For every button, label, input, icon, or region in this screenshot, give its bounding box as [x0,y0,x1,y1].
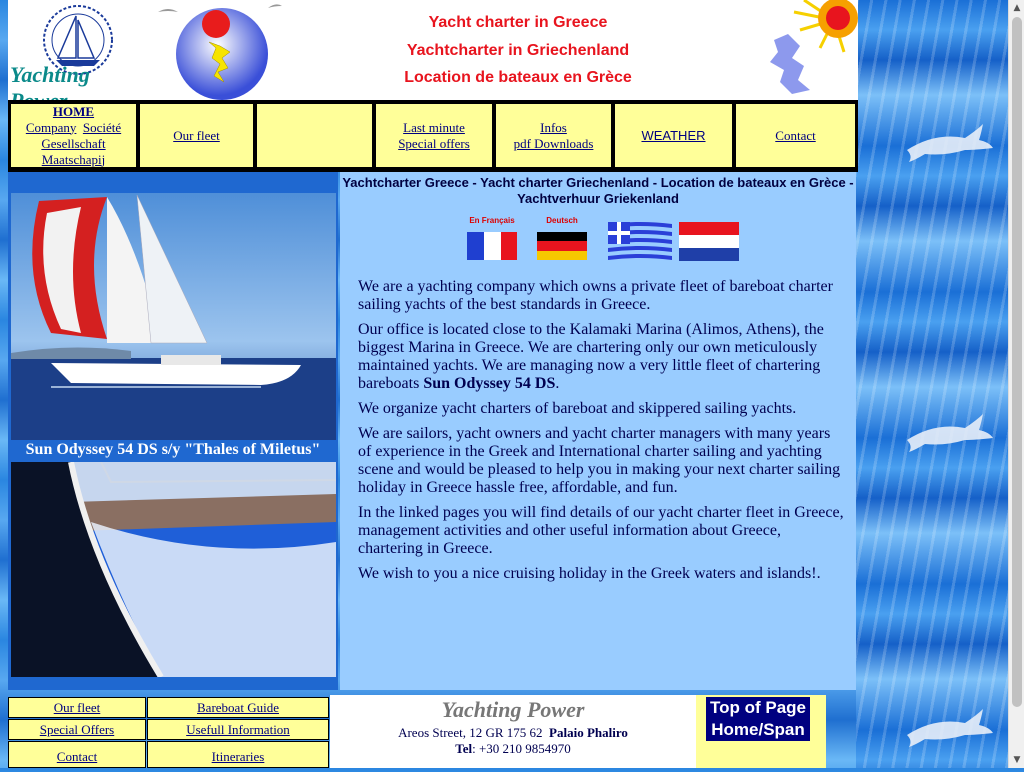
flag-dutch-link[interactable] [679,220,739,267]
footer-tel-value: : +30 210 9854970 [472,741,571,756]
nav-infos-link[interactable]: Infos [540,119,567,135]
sailing-yacht-photo [11,193,336,440]
home-span-button[interactable]: Home/Span [706,719,810,741]
footer-quick-links [696,695,826,768]
footer-contact-info [330,695,696,768]
dolphin-image [905,705,995,750]
nav-last-minute-link[interactable]: Last minute [403,119,465,135]
footer-cell [147,741,329,768]
main-title-line1: Yachtcharter Greece - Yacht charter Griechenland - Location de bateaux en Grèce - [342,175,854,190]
nav-cell-last-minute [375,103,493,168]
vertical-scrollbar[interactable] [1008,0,1024,768]
scroll-down-arrow-icon[interactable]: ▼ [1013,755,1021,765]
nav-cell-infos [495,103,612,168]
sun-map-image [744,0,858,100]
nav-weather-link[interactable]: WEATHER [641,128,706,143]
footer-phone [330,741,696,757]
flag-french-label: En Français [469,216,515,225]
ocean-background [856,0,1008,768]
flag-french-link[interactable] [467,216,517,267]
nav-fleet-link[interactable]: Our fleet [173,127,220,143]
intro-text [358,278,846,590]
main-content [340,172,856,690]
french-flag-icon [467,220,517,262]
nav-cell-weather [614,103,733,168]
title-english: Yacht charter in Greece [428,14,608,31]
footer-usefull-information-link[interactable]: Usefull Information [186,722,290,737]
dolphin-image [905,410,995,455]
intro-paragraph-5: In the linked pages you will find details of our yacht charter fleet in Greece, management activities and other useful information about Greece, chartering in Greece. [358,504,844,557]
greece-globe-image [154,2,284,100]
footer-tel-label: Tel [455,741,473,756]
nav-special-offers-link[interactable]: Special offers [398,135,470,151]
nav-gesellschaft-link[interactable]: Gesellschaft [41,135,106,151]
footer-area: Palaio Phaliro [549,725,628,740]
nav-pdf-downloads-link[interactable]: pdf Downloads [513,135,594,151]
language-flags [340,216,856,266]
footer-bareboat-guide-link[interactable]: Bareboat Guide [197,700,279,715]
footer-cell [147,697,329,718]
yachting-power-logo[interactable] [8,0,148,100]
flag-german-label: Deutsch [546,216,578,225]
intro-paragraph-6: We wish to you a nice cruising holiday in the Greek waters and islands!. [358,565,821,582]
main-navigation [8,100,858,172]
footer-itineraries-link[interactable]: Itineraries [211,749,265,764]
intro-paragraph-2: Our office is located close to the Kalamaki Marina (Alimos, Athens), the biggest Marina in Greece. We are chartering only our own meticulously maintained yachts. We are managing now a very little fleet of chartering bareboats Sun Odyssey 54 DS. [358,321,824,392]
footer-special-offers-link[interactable]: Special Offers [39,722,115,737]
dutch-flag-icon [679,220,739,262]
dolphin-image [905,120,995,165]
footer-cell [8,697,146,718]
greek-flag-icon [608,220,672,262]
footer-contact-link[interactable]: Contact [56,749,98,764]
flag-german-link[interactable] [537,216,587,267]
top-of-page-button[interactable]: Top of Page [706,697,810,719]
main-title [340,175,856,207]
nav-cell-contact [735,103,856,168]
footer-cell [147,719,329,740]
nav-cell-fleet [139,103,254,168]
nav-company-link[interactable]: Company [25,119,77,135]
scroll-up-arrow-icon[interactable]: ▲ [1013,3,1021,13]
footer-brand-logo: Yachting Power [441,697,585,722]
header [8,0,858,100]
yacht-model-name: Sun Odyssey 54 DS [423,375,556,392]
footer-cell [8,719,146,740]
nav-contact-link[interactable]: Contact [775,127,816,143]
main-title-line2: Yachtverhuur Griekenland [517,191,679,206]
title-french: Location de bateaux en Grèce [404,69,632,86]
left-photo-column [8,172,338,690]
flag-greek-link[interactable] [608,220,672,267]
nav-cell-empty [256,103,373,168]
intro-paragraph-3: We organize yacht charters of bareboat and skippered sailing yachts. [358,400,797,417]
intro-paragraph-1: We are a yachting company which owns a private fleet of bareboat charter sailing yachts of the best standards in Greece. [358,278,833,313]
footer-street: Areos Street, 12 GR 175 62 [398,725,543,740]
yacht-photo-caption: Sun Odyssey 54 DS s/y "Thales of Miletus" [25,441,321,458]
nav-maatschapij-link[interactable]: Maatschapij [41,151,106,167]
logo-text: Yachting [10,62,90,87]
german-flag-icon [537,220,587,262]
footer [8,695,828,768]
footer-our-fleet-link[interactable]: Our fleet [53,700,101,715]
nav-home-link[interactable]: HOME [52,103,95,119]
scroll-thumb[interactable] [1012,17,1022,707]
sailing-wake-photo [11,462,336,677]
title-german: Yachtcharter in Griechenland [406,41,630,59]
nav-cell-home [10,103,137,168]
page [8,0,858,768]
footer-cell [8,741,146,768]
footer-address [330,725,696,741]
header-titles [298,14,738,97]
nav-societe-link[interactable]: Société [82,119,122,135]
intro-paragraph-4: We are sailors, yacht owners and yacht charter managers with many years of experience in the Greek and International charter sailing and yachting scene and would be pleased to help you in making your next charter sailing holiday in Greece hassle free, affordable, and fun. [358,425,841,496]
